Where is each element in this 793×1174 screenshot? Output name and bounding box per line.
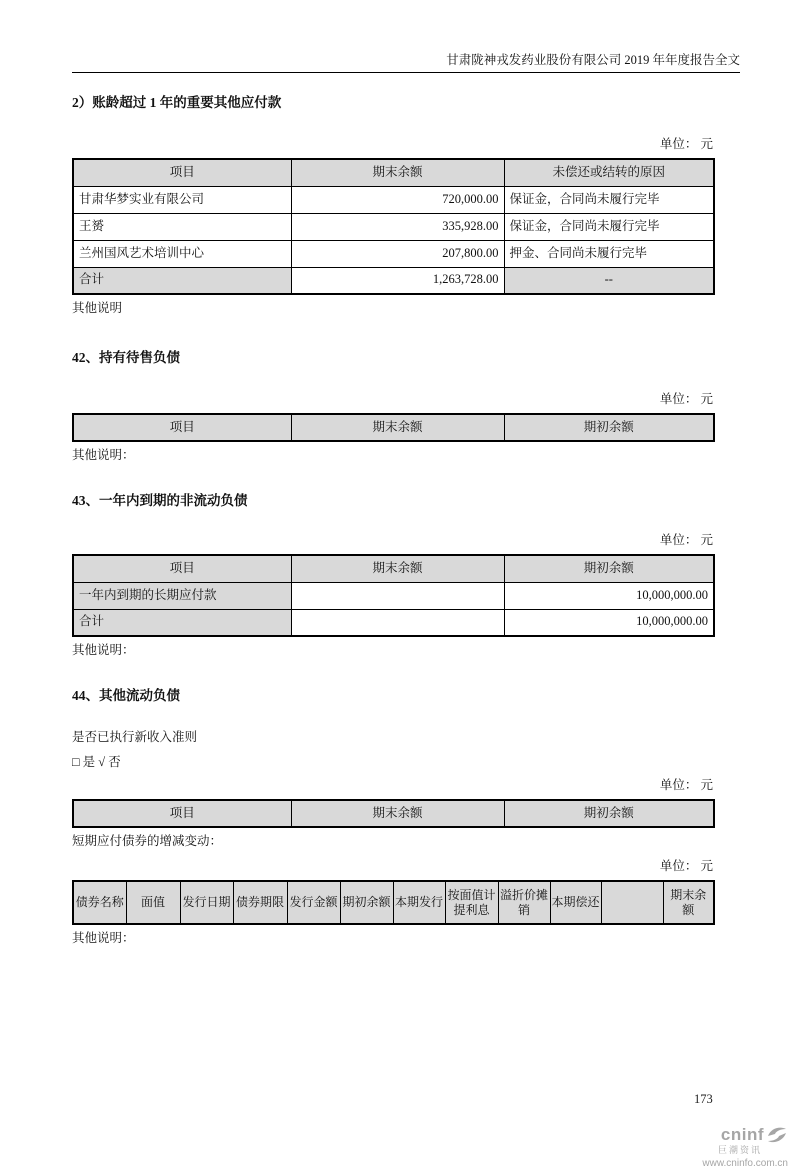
col-header-issue-amount: 发行金额 [287,881,340,924]
cell-item: 一年内到期的长期应付款 [73,582,291,609]
section43-table [72,554,715,637]
cninfo-logo-url: www.cninfo.com.cn [702,1157,788,1169]
col-header-current-issue: 本期发行 [393,881,445,924]
cell-reason: 保证金，合同尚未履行完毕 [504,186,714,213]
cell-total-label: 合计 [73,267,291,294]
table-row [73,186,714,213]
col-header-ending-balance: 期末余额 [291,800,504,827]
col-header-beginning-balance: 期初余额 [340,881,393,924]
cell-total-reason: -- [504,267,714,294]
cell-amount: 335,928.00 [291,213,504,240]
cell-amount: 720,000.00 [291,186,504,213]
section2-unit-label: 单位： 元 [659,137,713,151]
bond-table-header-row [73,881,714,924]
section42-title: 42、持有待售负债 [72,350,180,365]
col-header-blank [601,881,663,924]
col-header-item: 项目 [73,800,291,827]
cell-beginning-balance: 10,000,000.00 [504,582,714,609]
col-header-interest-at-face: 按面值计提利息 [445,881,498,924]
cell-ending-balance [291,609,504,636]
cell-total-label: 合计 [73,609,291,636]
section44-title: 44、其他流动负债 [72,688,180,703]
col-header-current-repayment: 本期偿还 [550,881,601,924]
new-revenue-standard-question: 是否已执行新收入准则 [72,730,198,744]
cninfo-logo-text: cninf [720,1125,764,1144]
section43-note: 其他说明： [72,643,135,657]
section44-table [72,799,715,828]
report-header: 甘肃陇神戎发药业股份有限公司 2019 年年度报告全文 [72,52,740,73]
cell-item: 王赟 [73,213,291,240]
col-header-beginning-balance: 期初余额 [504,800,714,827]
cell-beginning-balance: 10,000,000.00 [504,609,714,636]
section44-unit-label: 单位： 元 [659,778,713,792]
col-header-item: 项目 [73,555,291,582]
table-total-row [73,267,714,294]
col-header-beginning-balance: 期初余额 [504,555,714,582]
col-header-issue-date: 发行日期 [180,881,233,924]
section44-note: 其他说明： [72,931,135,945]
section42-unit-label: 单位： 元 [659,392,713,406]
section43-unit-label: 单位： 元 [659,533,713,547]
col-header-bond-name: 债券名称 [73,881,126,924]
cell-amount: 207,800.00 [291,240,504,267]
section42-note: 其他说明： [72,448,135,462]
table-row [73,213,714,240]
col-header-item: 项目 [73,159,291,186]
col-header-ending-balance: 期末余额 [291,159,504,186]
section2-note: 其他说明 [72,301,123,315]
col-header-beginning-balance: 期初余额 [504,414,714,441]
col-header-ending-balance: 期末余额 [291,555,504,582]
page-content [72,95,713,946]
cell-item: 甘肃华梦实业有限公司 [73,186,291,213]
section43-title: 43、一年内到期的非流动负债 [72,493,248,508]
cell-item: 兰州国风艺术培训中心 [73,240,291,267]
table-row [73,582,714,609]
bond-change-subtitle: 短期应付债券的增减变动： [72,834,223,848]
cell-reason: 保证金，合同尚未履行完毕 [504,213,714,240]
cninfo-logo-subtext: 巨潮资讯 [717,1144,762,1155]
cell-reason: 押金、合同尚未履行完毕 [504,240,714,267]
cninfo-logo-row [668,1126,788,1145]
cell-total-amount: 1,263,728.00 [291,267,504,294]
yes-no-checkbox-line: □ 是 √ 否 [72,755,121,769]
section2-title: 2）账龄超过 1 年的重要其他应付款 [72,95,282,110]
col-header-reason: 未偿还或结转的原因 [504,159,714,186]
page-number: 173 [694,1092,713,1106]
bond-table-unit-label: 单位： 元 [659,859,713,873]
col-header-premium-amortization: 溢折价摊销 [498,881,550,924]
table-row [73,240,714,267]
cninfo-logo [668,1126,788,1169]
col-header-ending-balance: 期末余额 [291,414,504,441]
col-header-ending-balance: 期末余额 [663,881,714,924]
table-header-row [73,800,714,827]
table-header-row [73,159,714,186]
col-header-item: 项目 [73,414,291,441]
col-header-face-value: 面值 [126,881,180,924]
cell-ending-balance [291,582,504,609]
cninfo-swirl-icon [766,1126,788,1144]
section2-table [72,158,715,295]
table-header-row [73,555,714,582]
table-total-row [73,609,714,636]
table-header-row [73,414,714,441]
section42-table [72,413,715,442]
bond-table [72,880,715,925]
col-header-bond-term: 债券期限 [233,881,287,924]
